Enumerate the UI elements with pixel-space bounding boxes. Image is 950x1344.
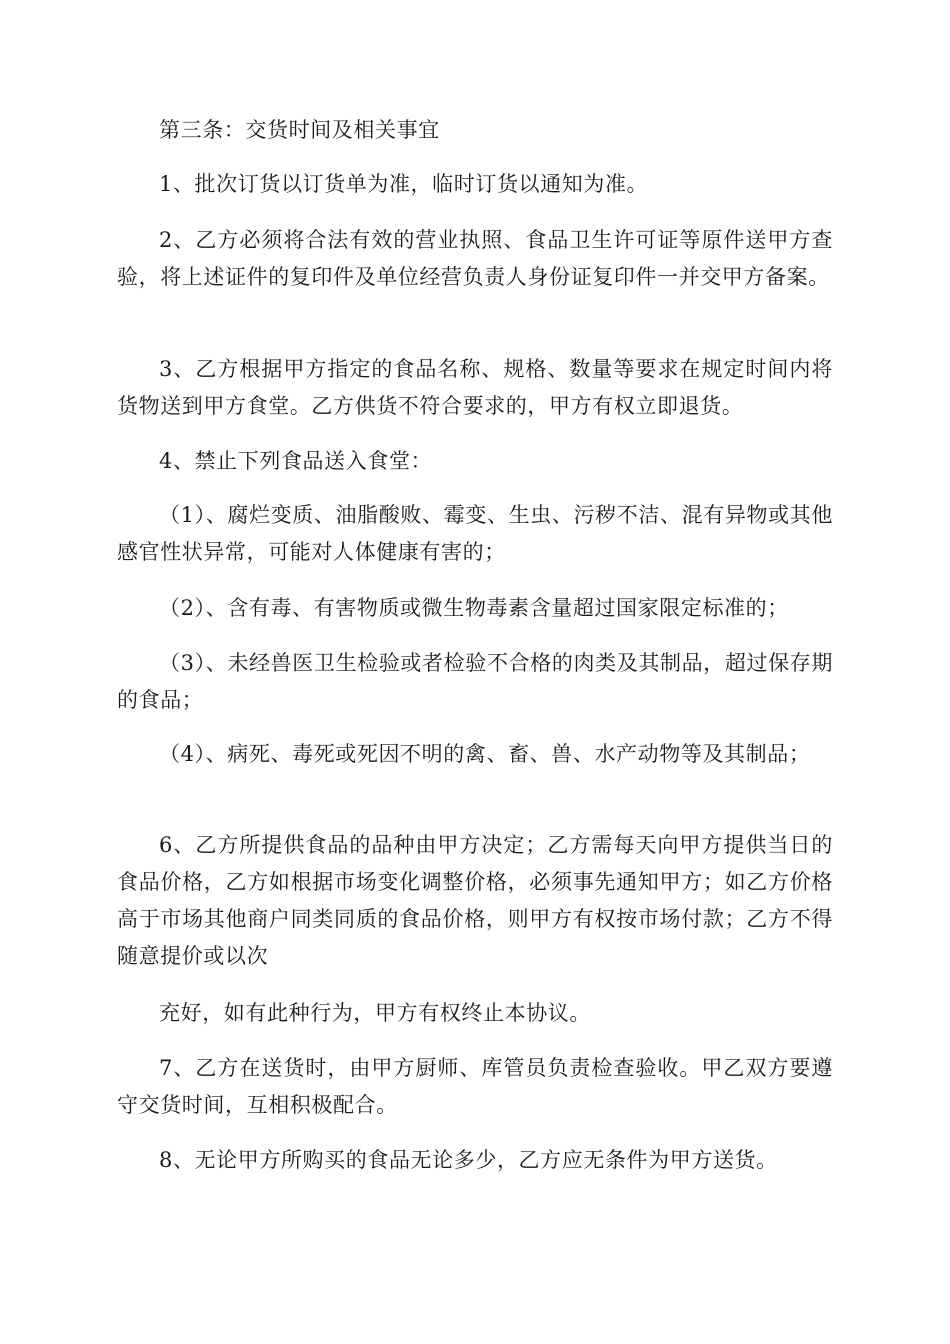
paragraph-1: 1、批次订货以订货单为准，临时订货以通知为准。 bbox=[159, 172, 649, 196]
paragraph-3: 3、乙方根据甲方指定的食品名称、规格、数量等要求在规定时间内将货物送到甲方食堂。乙方供货不符合要求的，甲方有权立即退货。 bbox=[117, 357, 833, 418]
paragraph-4: 4、禁止下列食品送入食堂： bbox=[159, 449, 433, 473]
paragraph-4-item-3: （3）、未经兽医卫生检验或者检验不合格的肉类及其制品，超过保存期的食品； bbox=[117, 651, 833, 712]
paragraph-4-item-2: （2）、含有毒、有害物质或微生物毒素含量超过国家限定标准的； bbox=[159, 596, 789, 620]
paragraph-6-continued: 充好，如有此种行为，甲方有权终止本协议。 bbox=[159, 1001, 591, 1025]
paragraph-7: 7、乙方在送货时，由甲方厨师、库管员负责检查验收。甲乙双方要遵守交货时间，互相积极配合。 bbox=[117, 1056, 833, 1117]
paragraph-8: 8、无论甲方所购买的食品无论多少，乙方应无条件为甲方送货。 bbox=[159, 1148, 778, 1172]
paragraph-4-item-1: （1）、腐烂变质、油脂酸败、霉变、生虫、污秽不洁、混有异物或其他感官性状异常，可能对人体健康有害的； bbox=[117, 503, 833, 564]
paragraph-2: 2、乙方必须将合法有效的营业执照、食品卫生许可证等原件送甲方查验，将上述证件的复印件及单位经营负责人身份证复印件一并交甲方备案。 bbox=[117, 228, 833, 289]
paragraph-4-item-4: （4）、病死、毒死或死因不明的禽、畜、兽、水产动物等及其制品； bbox=[159, 742, 811, 766]
article-heading: 第三条：交货时间及相关事宜 bbox=[159, 118, 440, 142]
paragraph-6: 6、乙方所提供食品的品种由甲方决定；乙方需每天向甲方提供当日的食品价格，乙方如根据市场变化调整价格，必须事先通知甲方；如乙方价格高于市场其他商户同类同质的食品价格，则甲方有权按市场付款；乙方不得随意提价或以次 bbox=[117, 833, 833, 968]
